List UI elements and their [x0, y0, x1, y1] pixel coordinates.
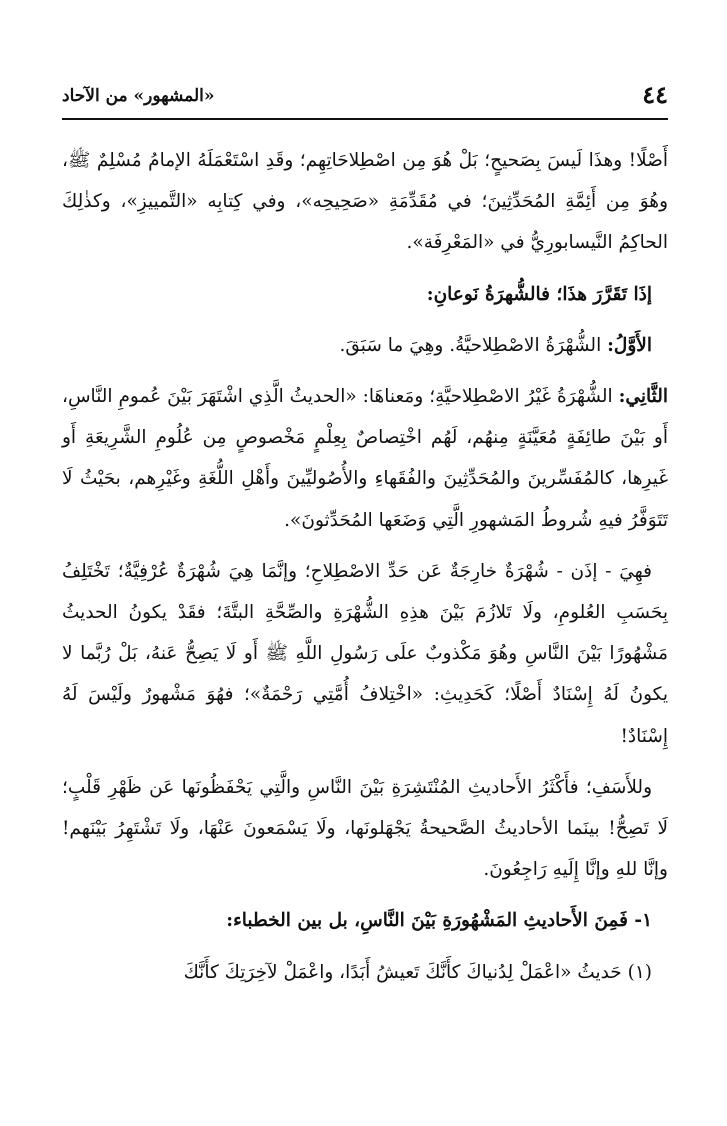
paragraph-text: ١- فَمِنَ الأَحاديثِ المَشْهُورَةِ بَيْنَ النَّاسِ، بل بين الخطباء:: [226, 910, 652, 932]
paragraph-two-types: [62, 274, 668, 315]
paragraph-text: (١) حَديثُ «اعْمَلْ لِدُنياكَ كأَنَّكَ تَعيشُ أَبَدًا، واعْمَلْ لآخِرَتِكَ كأَنَّكَ: [183, 961, 652, 983]
paragraph-regret: [62, 767, 668, 891]
paragraph-intro: [62, 140, 668, 264]
paragraph-text: أَصْلًا! وهذَا لَيسَ بِصَحيحٍ؛ بَلْ هُوَ مِن اصْطِلاحَاتِهِم؛ وقَدِ اسْتَعْمَلَهُ الإمامُ مُسْلِمٌ ﷺ، وهُوَ مِن أَئِمَّةِ المُحَدِّثِينَ؛ في مُقَدِّمَةِ «صَحِيحِه»، وفي كِتابِه «التَّمييزِ»، وكذٰلِكَ الحاكِمُ النَّيسابورِيُّ في «المَعْرِفَة».: [62, 150, 668, 254]
running-title: «المشهور» من الآحاد: [62, 86, 215, 106]
paragraph-section-heading: [62, 900, 668, 941]
paragraph-text: الشُّهْرَةُ غَيْرُ الاصْطِلاحيَّةِ؛ ومَعناهَا: «الحديثُ الَّذِي اشْتَهَرَ بَيْنَ عُمومِ النَّاسِ، أَو بَيْنَ طائِفَةٍ مُعَيَّنَةٍ مِنهُم، لَهُم اخْتِصاصٌ بِعِلْمٍ مَخْصوصٍ مِن عُلُومِ الشَّرِيعَةِ أَو غَيرِها، كالمُفَسِّرينَ والمُحَدِّثِينَ والفُقَهاءِ والأُصُوليِّينَ وأَهْلِ اللُّغَةِ وغَيْرِهم، بحَيْثُ لَا تَتَوَفَّرُ فيهِ شُروطُ المَشهورِ الَّتِي وَضَعَها المُحَدِّثونَ».: [62, 386, 668, 531]
page-header: [62, 80, 668, 112]
body-text: [62, 140, 668, 993]
paragraph-explanation: [62, 551, 668, 757]
paragraph-lead: الثَّانِي:: [618, 386, 668, 408]
paragraph-text: فهِيَ - إذَن - شُهْرَةٌ خارِجَةٌ عَن حَدِّ الاصْطِلاحِ؛ وإنَّمَا هِيَ شُهْرَةٌ عُرْفِيَّةٌ؛ تَخْتَلِفُ بِحَسَبِ العُلومِ، ولَا تَلازُمَ بَيْنَ هذِهِ الشُّهْرَةِ والصِّحَّةِ البتَّةَ؛ فقَدْ يكونُ الحديثُ مَشْهُورًا بَيْنَ النَّاسِ وهُوَ مَكْذوبٌ علَى رَسُولِ اللَّهِ ﷺ أَو لَا يَصِحُّ عَنهُ، بَلْ رُبَّما لا يكونُ لَهُ إِسْنَادٌ أَصْلًا؛ كَحَدِيثِ: «اخْتِلافُ أُمَّتِي رَحْمَةٌ»؛ فهُوَ مَشْهورٌ ولَيْسَ لَهُ إِسْنَادٌ!: [62, 560, 668, 747]
header-rule: [62, 118, 668, 120]
paragraph-text: وللأَسَفِ؛ فأَكْثَرُ الأَحاديثِ المُنْتَشِرَةِ بَيْنَ النَّاسِ والَّتِي يَحْفَظُونَها عَن ظَهْرِ قَلْبٍ؛ لَا تَصِحُّ! بينَما الأحاديثُ الصَّحيحةُ يَجْهَلونَها، ولَا يَسْمَعونَ عَنْهَا، ولَا تَشْتَهِرُ بَيْنَهم! وإنَّا للهِ وإنَّا إِلَيهِ رَاجِعُونَ.: [62, 776, 668, 881]
paragraph-text: إذَا تَقَرَّرَ هذَا؛ فالشُّهرَةُ نَوعانِ:: [426, 283, 652, 305]
paragraph-text: الشُّهْرَةُ الاصْطِلاحيَّةُ. وهِيَ ما سَبَقَ.: [339, 334, 608, 356]
paragraph-first-type: [62, 325, 668, 366]
paragraph-second-type: [62, 376, 668, 541]
paragraph-lead: الأَوَّلُ:: [607, 334, 652, 356]
page-number: ٤٤: [642, 80, 668, 109]
paragraph-hadith-one: [62, 952, 668, 993]
